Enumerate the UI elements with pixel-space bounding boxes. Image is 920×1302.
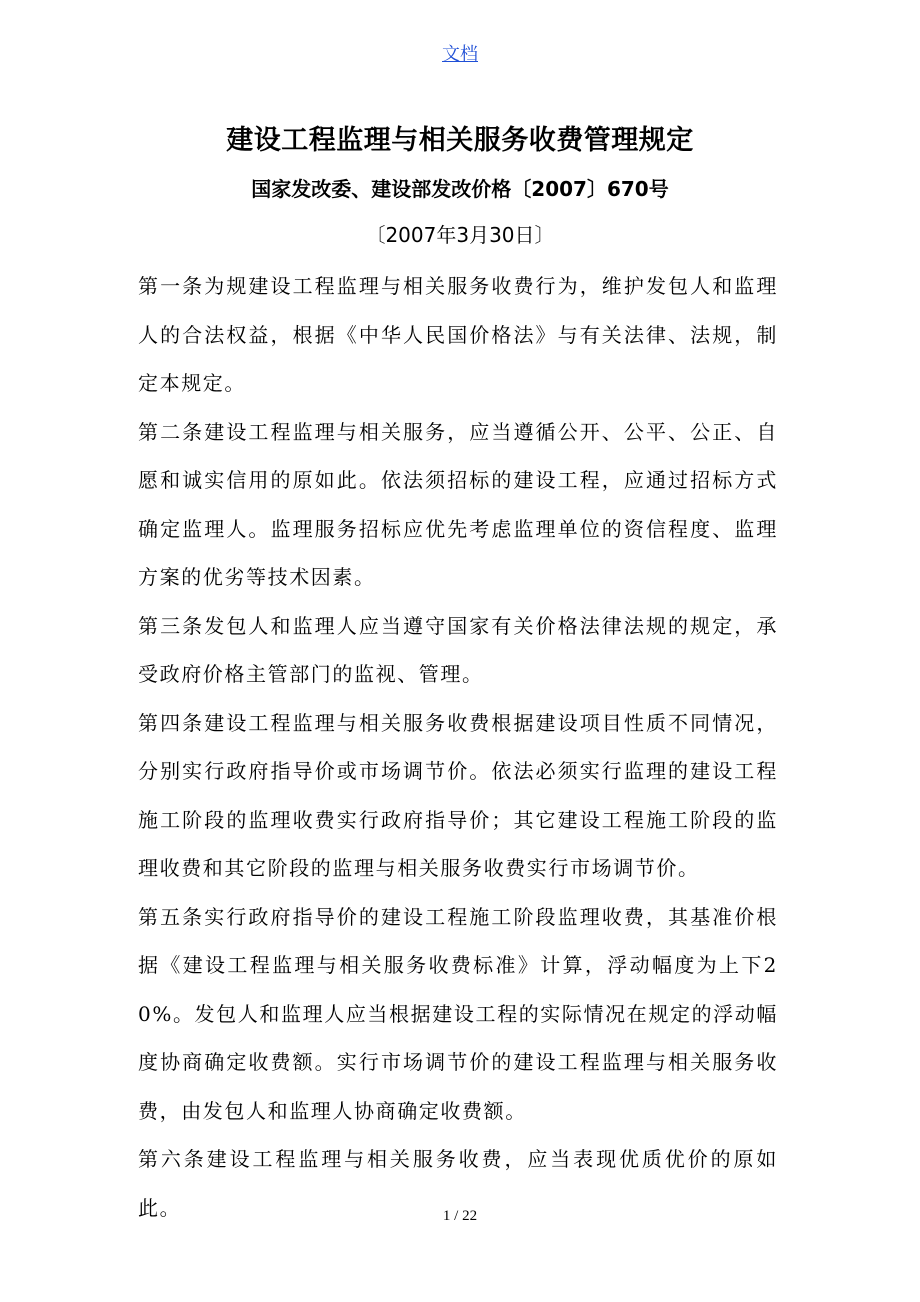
article-2: 第二条建设工程监理与相关服务，应当遵循公开、公平、公正、自愿和诚实信用的原如此。依法须招标的建设工程，应通过招标方式确定监理人。监理服务招标应优先考虑监理单位的资信程度、监理方案的优劣等技术因素。: [138, 419, 778, 589]
article-1: 第一条为规建设工程监理与相关服务收费行为，维护发包人和监理人的合法权益，根据《中华人民国价格法》与有关法律、法规，制定本规定。: [138, 274, 778, 395]
document-date: 〔2007年3月30日〕: [365, 223, 555, 247]
document-title: 建设工程监理与相关服务收费管理规定: [226, 125, 694, 156]
header-document-link[interactable]: 文档: [442, 44, 478, 65]
article-5: 第五条实行政府指导价的建设工程施工阶段监理收费，其基准价根据《建设工程监理与相关服务收费标准》计算，浮动幅度为上下20%。发包人和监理人应当根据建设工程的实际情况在规定的浮动幅度协商确定收费额。实行市场调节价的建设工程监理与相关服务收费，由发包人和监理人协商确定收费额。: [138, 904, 778, 1123]
document-subtitle: 国家发改委、建设部发改价格〔2007〕670号: [251, 177, 669, 201]
page-number: 1 / 22: [442, 1208, 478, 1224]
document-body: [138, 262, 778, 1232]
article-3: 第三条发包人和监理人应当遵守国家有关价格法律法规的规定，承受政府价格主管部门的监视、管理。: [138, 613, 778, 686]
article-6: 第六条建设工程监理与相关服务收费，应当表现优质优价的原如此。: [138, 1147, 778, 1220]
article-4: 第四条建设工程监理与相关服务收费根据建设项目性质不同情况，分别实行政府指导价或市场调节价。依法必须实行监理的建设工程施工阶段的监理收费实行政府指导价；其它建设工程施工阶段的监理收费和其它阶段的监理与相关服务收费实行市场调节价。: [138, 710, 778, 880]
